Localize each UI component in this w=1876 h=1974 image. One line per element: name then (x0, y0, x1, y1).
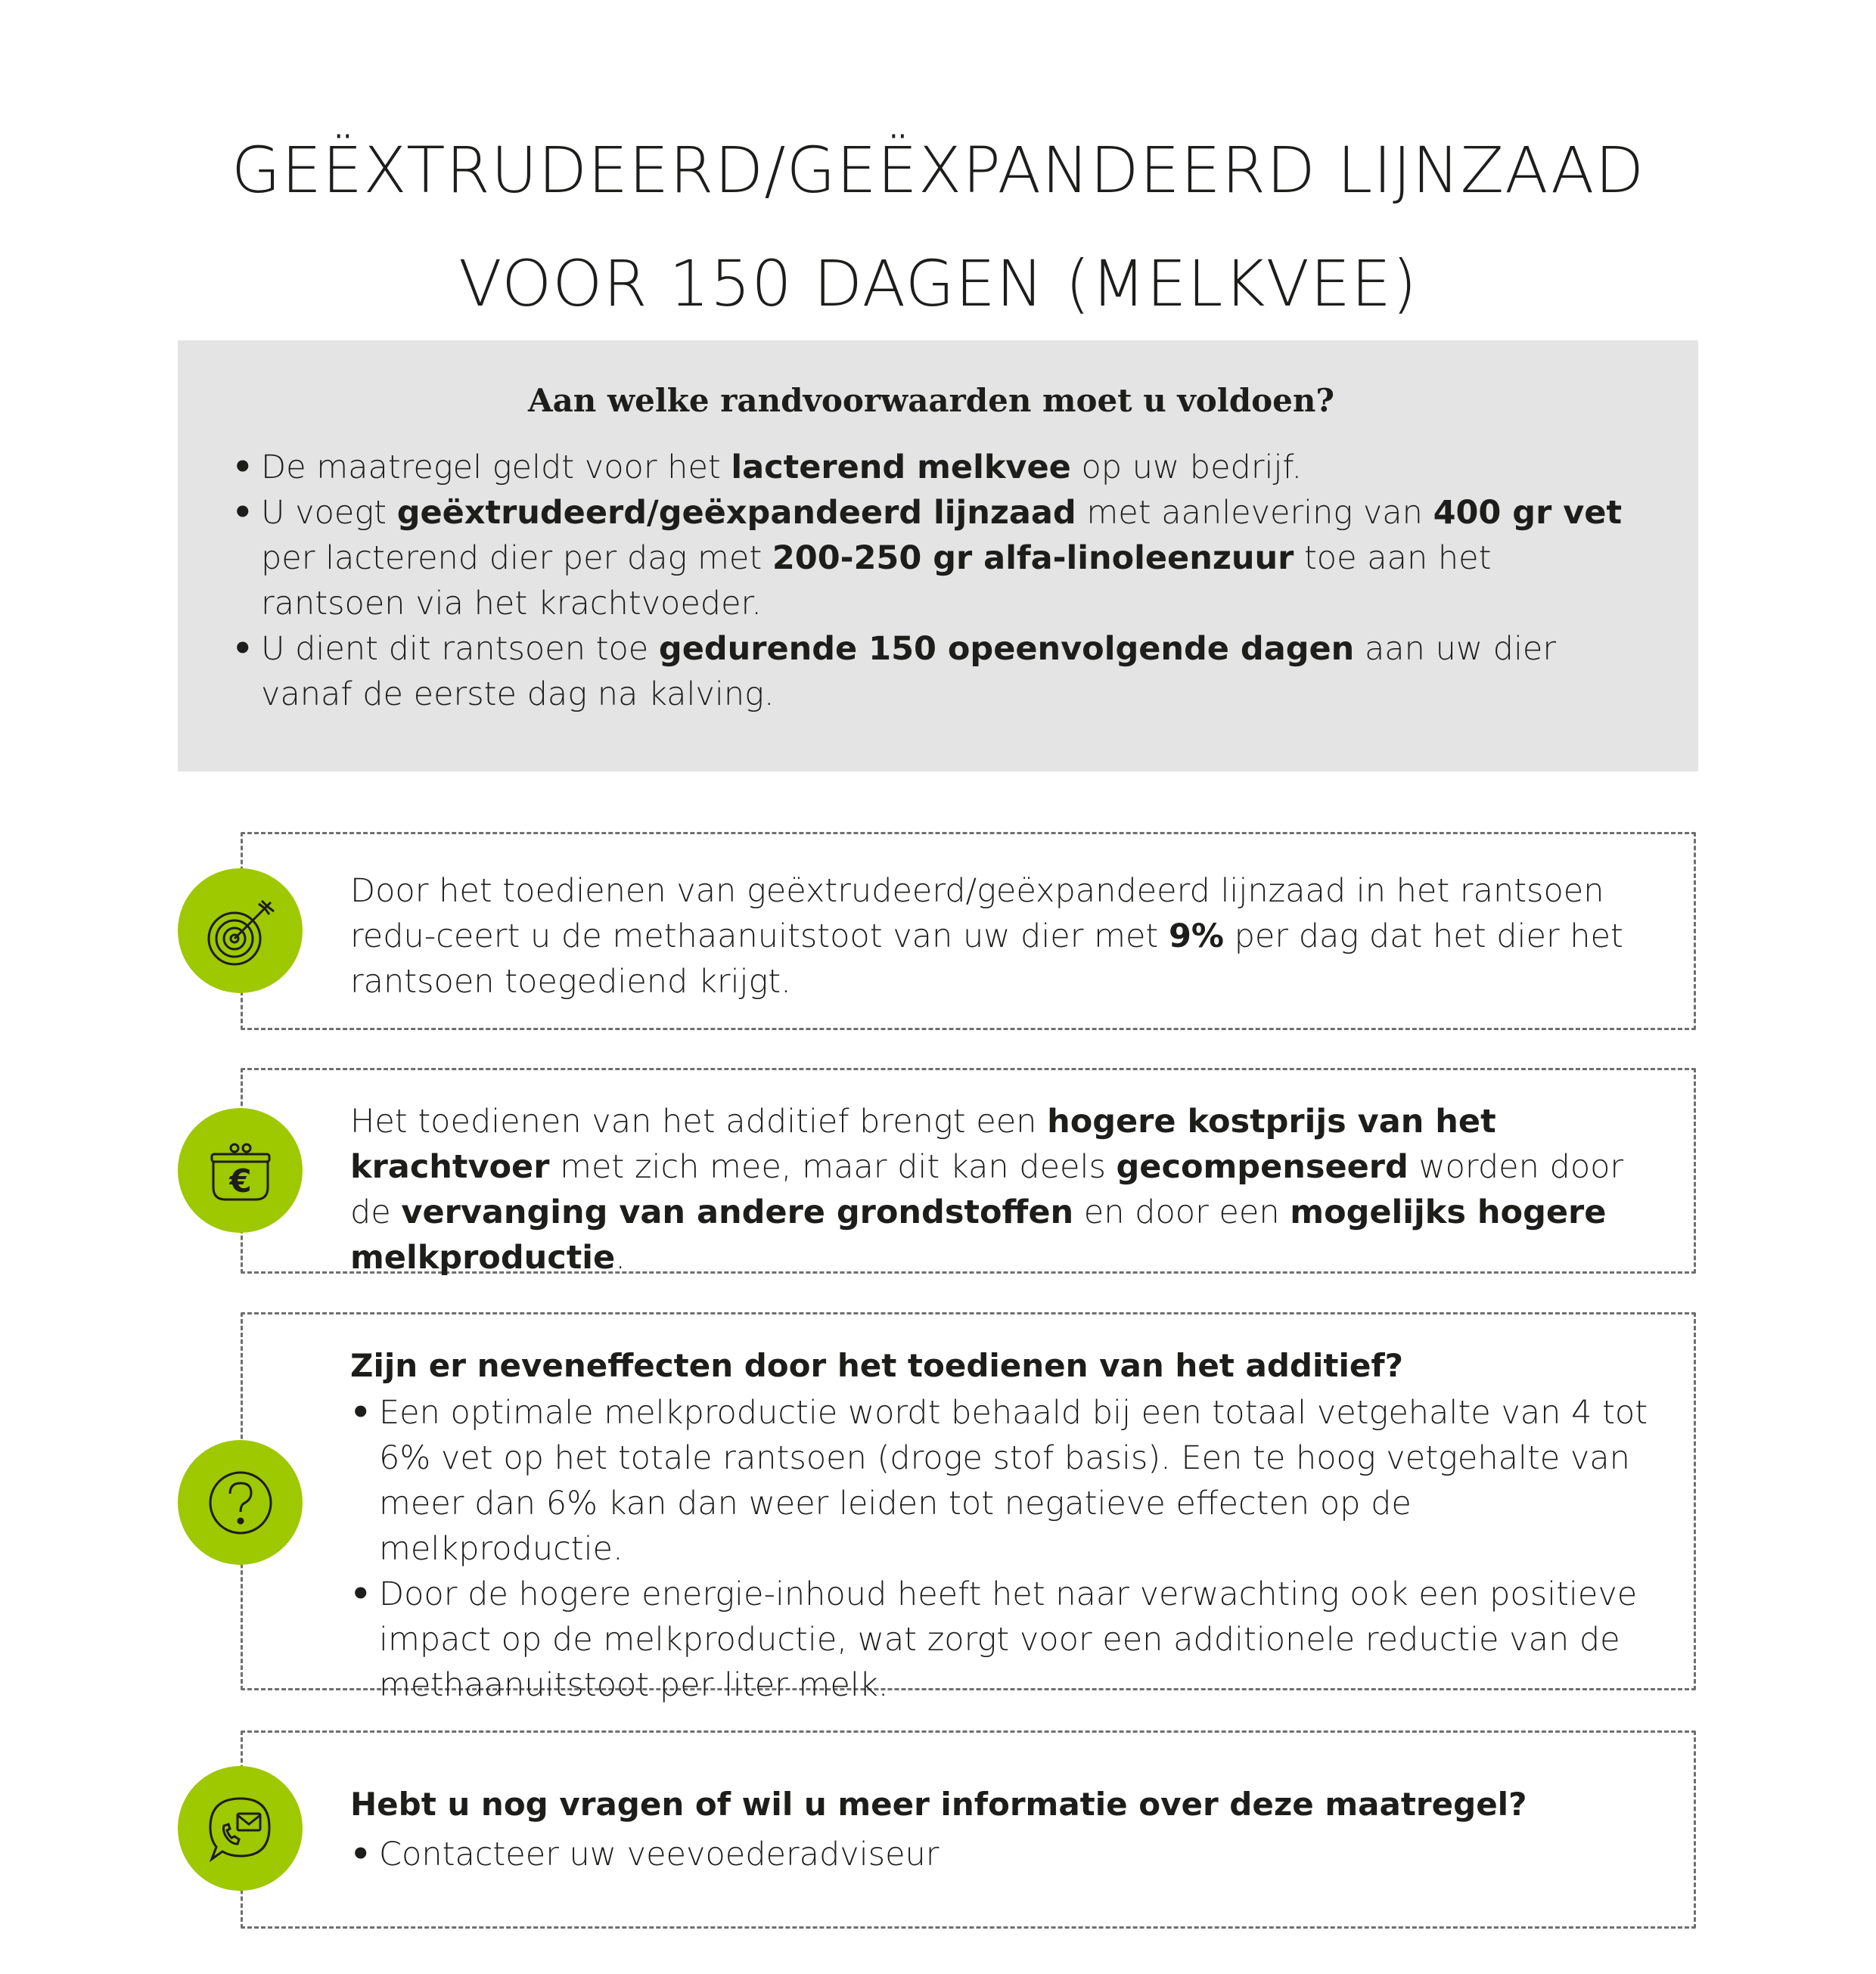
side-effects-card (241, 1312, 1696, 1704)
text-run: per lacterend dier per dag met (261, 539, 772, 577)
euro-purse-icon (178, 1108, 303, 1233)
emphasis: hogere kostprijs van het krachtvoer (350, 1103, 1496, 1186)
emphasis: gecompenseerd (1116, 1148, 1409, 1186)
side-effects-list (350, 1390, 1652, 1708)
page-title (0, 113, 1876, 340)
text-run: op uw bedrijf. (1070, 448, 1303, 486)
question-icon (178, 1440, 303, 1565)
emphasis: geëxtrudeerd/geëxpandeerd lijnzaad (396, 494, 1076, 532)
cost-text (350, 1099, 1652, 1280)
text-run: aan uw dier vanaf de eerste dag na kalving. (261, 630, 1557, 713)
emphasis: 200-250 gr alfa-linoleenzuur (772, 539, 1294, 577)
text-run: U dient dit rantsoen toe (261, 630, 659, 668)
contact-list (350, 1832, 1652, 1877)
cost-card (241, 1068, 1696, 1277)
requirements-heading: Aan welke randvoorwaarden moet u voldoen? (528, 382, 1334, 419)
text-run: . (615, 1239, 626, 1277)
emphasis: lacterend melkvee (731, 448, 1071, 486)
list-item (232, 626, 1630, 717)
text-run: Door het toedienen van geëxtrudeerd/geëxpandeerd lijnzaad in het rantsoen redu-ceert u de methaanuitstoot van uw dier met (350, 872, 1604, 955)
text-run: worden door de (350, 1148, 1624, 1231)
emphasis: mogelijks hogere melkproductie (350, 1193, 1607, 1277)
title-line-2: VOOR 150 DAGEN (MELKVEE) (458, 247, 1418, 321)
requirements-list (232, 445, 1630, 717)
text-run: met aanlevering van (1076, 494, 1433, 532)
emphasis: gedurende 150 opeenvolgende dagen (658, 630, 1355, 668)
reduction-text (350, 868, 1652, 1004)
title-line-1: GEËXTRUDEERD/GEËXPANDEERD LIJNZAAD (231, 133, 1645, 207)
emphasis: vervanging van andere grondstoffen (401, 1193, 1074, 1231)
contact-card (241, 1730, 1696, 1929)
list-item (232, 490, 1630, 626)
side-effects-heading: Zijn er neveneffecten door het toedienen van het additief? (350, 1347, 1403, 1384)
list-item (232, 445, 1630, 490)
side-effects-content (350, 1343, 1652, 1708)
emphasis: 9% (1168, 917, 1224, 955)
text-run: met zich mee, maar dit kan deels (549, 1148, 1117, 1186)
list-item: • Contacteer uw veevoederadviseur (350, 1832, 1652, 1877)
list-item: • Een optimale melkproductie wordt behaald bij een totaal vetgehalte van 4 tot 6% vet op het totale rantsoen (droge stof basis). Een te hoog vetgehalte van meer dan 6% kan dan weer leiden tot negatieve effecten op de melkproductie. (350, 1390, 1652, 1572)
list-item: • Door de hogere energie-inhoud heeft het naar verwachting ook een positieve impact op de melkproductie, wat zorgt voor een additionele reductie van de methaanuitstoot per liter melk. (350, 1572, 1652, 1708)
contact-heading: Hebt u nog vragen of wil u meer informatie over deze maatregel? (350, 1786, 1527, 1823)
text-run: per dag dat het dier het rantsoen toegediend krijgt. (350, 917, 1623, 1001)
contact-chat-icon (178, 1766, 303, 1891)
text-run: toe aan het rantsoen via het krachtvoeder. (261, 539, 1492, 622)
svg-text:€: € (228, 1162, 252, 1200)
requirements-box (178, 340, 1698, 771)
contact-content (350, 1782, 1652, 1877)
text-run: U voegt (261, 494, 397, 532)
reduction-card (241, 832, 1696, 1030)
text-run: Het toedienen van het additief brengt een (350, 1103, 1048, 1141)
text-run: en door een (1073, 1193, 1291, 1231)
text-run: De maatregel geldt voor het (261, 448, 731, 486)
emphasis: 400 gr vet (1433, 494, 1623, 532)
target-icon (178, 868, 303, 993)
